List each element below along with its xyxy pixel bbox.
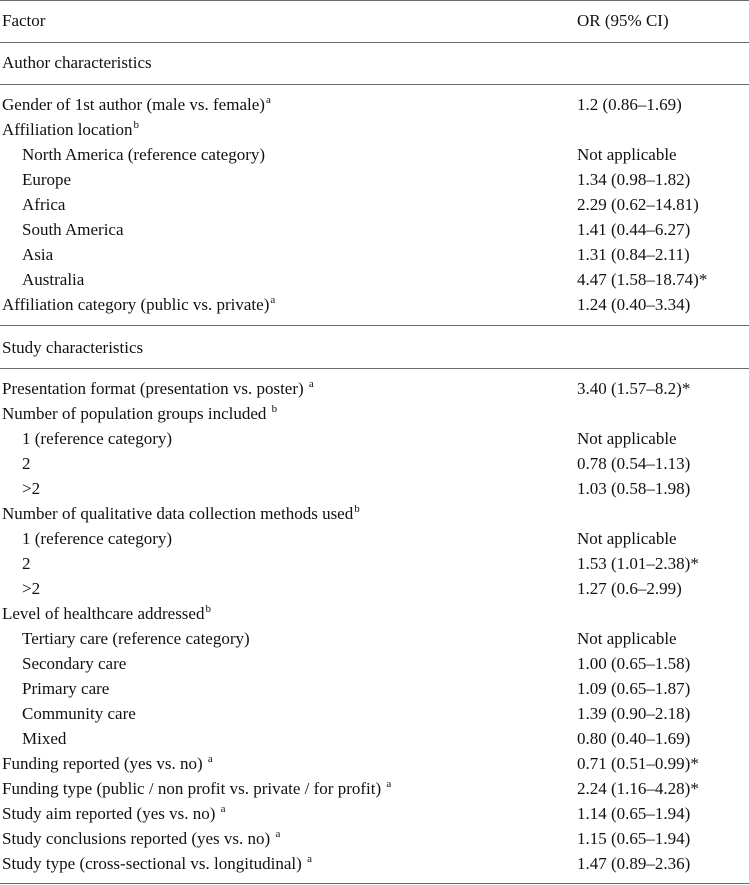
table-row <box>0 726 749 751</box>
factor-cell <box>2 92 271 120</box>
or-cell: 0.80 (0.40–1.69) <box>577 729 691 748</box>
table-row <box>0 451 749 476</box>
factor-cell <box>2 776 391 804</box>
table-row <box>0 751 749 776</box>
factor-cell <box>2 501 360 529</box>
or-cell: 2.29 (0.62–14.81) <box>577 195 699 214</box>
factor-cell <box>22 192 65 217</box>
table-row <box>0 476 749 501</box>
or-cell: 1.53 (1.01–2.38)* <box>577 554 699 573</box>
table-row <box>0 192 749 217</box>
factor-cell <box>22 426 172 451</box>
factor-label: Presentation format (presentation vs. poster) <box>2 379 308 398</box>
table-row <box>0 776 749 801</box>
factor-label: Number of qualitative data collection methods used <box>2 504 354 523</box>
footnote-marker: b <box>205 603 211 615</box>
table-row <box>0 142 749 167</box>
footnote-marker: a <box>220 803 226 815</box>
factor-label: Asia <box>22 245 54 264</box>
factor-label: Level of healthcare addressed <box>2 604 205 623</box>
factor-label: Affiliation category (public vs. private) <box>2 295 270 314</box>
factor-cell <box>22 551 31 576</box>
factor-label: Africa <box>22 195 66 214</box>
table-row <box>0 426 749 451</box>
or-cell: 1.39 (0.90–2.18) <box>577 704 691 723</box>
factor-label: Funding reported (yes vs. no) <box>2 754 207 773</box>
footnote-marker: b <box>271 403 278 415</box>
table-row <box>0 801 749 826</box>
factor-label: >2 <box>22 479 41 498</box>
factor-cell <box>22 701 136 726</box>
header-rule <box>0 42 749 43</box>
factor-label: Europe <box>22 170 72 189</box>
factor-cell <box>2 117 139 145</box>
section-divider-study <box>0 325 749 326</box>
or-cell: 1.41 (0.44–6.27) <box>577 220 691 239</box>
table-row <box>0 626 749 651</box>
footnote-marker: a <box>265 94 271 106</box>
or-cell: Not applicable <box>577 529 677 548</box>
factor-label: 1 (reference category) <box>22 429 173 448</box>
factor-label: Number of population groups included <box>2 404 271 423</box>
or-column-header: OR (95% CI) <box>577 11 669 30</box>
section-title-author: Author characteristics <box>2 53 152 72</box>
factor-cell <box>22 526 172 551</box>
factor-label: North America (reference category) <box>22 145 266 164</box>
table-row <box>0 117 749 142</box>
factor-cell <box>2 601 211 629</box>
table-row <box>0 376 749 401</box>
factor-label: South America <box>22 220 124 239</box>
factor-cell <box>22 576 40 601</box>
footnote-marker: a <box>207 753 213 765</box>
factor-label: 2 <box>22 554 31 573</box>
factor-cell <box>2 292 275 320</box>
factor-cell <box>22 167 71 192</box>
or-cell: 1.15 (0.65–1.94) <box>577 829 691 848</box>
factor-cell <box>22 626 250 651</box>
table-top-rule <box>0 0 749 1</box>
table-row <box>0 851 749 876</box>
or-cell: 4.47 (1.58–18.74)* <box>577 270 708 289</box>
table-row <box>0 601 749 626</box>
factor-cell <box>2 376 314 404</box>
factor-cell <box>22 451 31 476</box>
table-row <box>0 826 749 851</box>
factor-cell <box>2 826 280 854</box>
factor-label: Study type (cross-sectional vs. longitudinal) <box>2 854 307 873</box>
factor-label: Australia <box>22 270 85 289</box>
factor-cell <box>2 401 277 429</box>
factor-label: Primary care <box>22 679 110 698</box>
factor-cell <box>22 267 84 292</box>
footnote-marker: a <box>308 378 314 390</box>
table-header-row <box>0 8 749 33</box>
or-cell: 1.2 (0.86–1.69) <box>577 95 682 114</box>
table-row <box>0 167 749 192</box>
factor-label: Community care <box>22 704 136 723</box>
or-cell: 1.14 (0.65–1.94) <box>577 804 691 823</box>
factor-label: Mixed <box>22 729 67 748</box>
or-cell: 1.24 (0.40–3.34) <box>577 295 691 314</box>
table-row <box>0 242 749 267</box>
table-row <box>0 651 749 676</box>
factor-label: 2 <box>22 454 31 473</box>
or-cell: 1.27 (0.6–2.99) <box>577 579 682 598</box>
or-cell: Not applicable <box>577 429 677 448</box>
factor-cell <box>22 476 40 501</box>
factor-cell <box>22 726 66 751</box>
table-row <box>0 701 749 726</box>
factor-cell <box>22 217 124 242</box>
table-row <box>0 267 749 292</box>
factor-label: Gender of 1st author (male vs. female) <box>2 95 265 114</box>
or-cell: 1.09 (0.65–1.87) <box>577 679 691 698</box>
factor-cell <box>22 651 126 676</box>
section-rule-author <box>0 84 749 85</box>
factor-label: Study conclusions reported (yes vs. no) <box>2 829 275 848</box>
factor-label: 1 (reference category) <box>22 529 173 548</box>
table-bottom-rule <box>0 883 749 884</box>
table-row <box>0 551 749 576</box>
table-row <box>0 401 749 426</box>
factor-cell <box>22 142 265 167</box>
or-cell: 2.24 (1.16–4.28)* <box>577 779 699 798</box>
factor-label: Tertiary care (reference category) <box>22 629 250 648</box>
footnote-marker: a <box>275 828 281 840</box>
or-cell: 1.00 (0.65–1.58) <box>577 654 691 673</box>
factor-label: >2 <box>22 579 41 598</box>
or-cell: Not applicable <box>577 145 677 164</box>
section-rule-study <box>0 368 749 369</box>
factor-label: Funding type (public / non profit vs. private / for profit) <box>2 779 386 798</box>
or-cell: 3.40 (1.57–8.2)* <box>577 379 691 398</box>
footnote-marker: a <box>307 853 312 865</box>
table-row <box>0 526 749 551</box>
factor-label: Secondary care <box>22 654 127 673</box>
table-row <box>0 576 749 601</box>
footnote-marker: a <box>270 294 276 306</box>
table-row <box>0 217 749 242</box>
factor-label: Affiliation location <box>2 120 133 139</box>
factor-cell <box>2 801 226 829</box>
table-row <box>0 92 749 117</box>
factor-cell <box>2 851 312 879</box>
or-cell: 1.03 (0.58–1.98) <box>577 479 691 498</box>
footnote-marker: b <box>354 503 360 515</box>
factor-cell <box>2 751 213 779</box>
table-row <box>0 676 749 701</box>
or-cell: 0.71 (0.51–0.99)* <box>577 754 699 773</box>
table-row <box>0 292 749 317</box>
factor-cell <box>22 242 53 267</box>
or-cell: 1.31 (0.84–2.11) <box>577 245 690 264</box>
table-row <box>0 501 749 526</box>
footnote-marker: b <box>133 119 139 131</box>
or-cell: 1.34 (0.98–1.82) <box>577 170 691 189</box>
or-cell: 1.47 (0.89–2.36) <box>577 854 691 873</box>
or-cell: 0.78 (0.54–1.13) <box>577 454 691 473</box>
factor-label: Study aim reported (yes vs. no) <box>2 804 220 823</box>
factor-column-header: Factor <box>2 11 46 30</box>
section-title-study: Study characteristics <box>2 338 144 357</box>
factor-cell <box>22 676 109 701</box>
footnote-marker: a <box>386 778 392 790</box>
or-cell: Not applicable <box>577 629 677 648</box>
